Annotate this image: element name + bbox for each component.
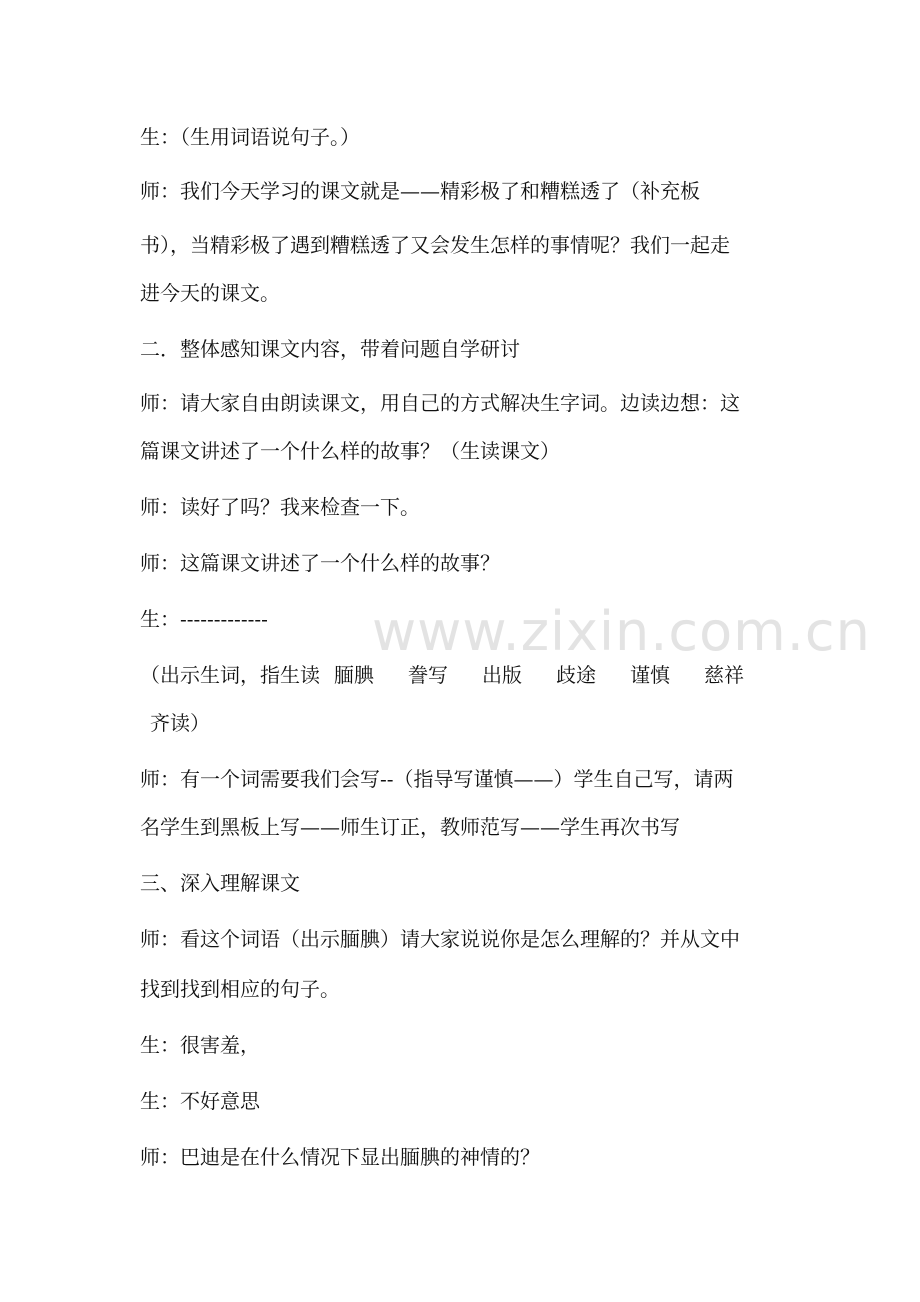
text-line: 齐读） [150, 711, 210, 735]
text-line: 生：很害羞， [140, 1033, 260, 1057]
text-line: 师：有一个词需要我们会写--（指导写谨慎——）学生自己写，请两 [140, 767, 734, 791]
word-item: 谨慎 [630, 663, 670, 687]
section-heading: 三、深入理解课文 [140, 871, 300, 895]
word-item: 誊写 [408, 663, 448, 687]
text-line: 师：看这个词语（出示腼腆）请大家说说你是怎么理解的？并从文中 [140, 927, 740, 951]
word-item: 出版 [482, 663, 522, 687]
word-item: 慈祥 [704, 663, 744, 687]
text-line: 生：不好意思 [140, 1089, 260, 1113]
text-line: 生：（生用词语说句子。） [140, 125, 360, 149]
text-line: 师：读好了吗？我来检查一下。 [140, 495, 420, 519]
word-list-line [140, 662, 744, 688]
word-item: 腼腆 [334, 663, 374, 687]
word-list-prefix: （出示生词，指生读 [140, 663, 320, 687]
text-line: 篇课文讲述了一个什么样的故事？（生读课文） [140, 439, 560, 463]
text-line: 名学生到黑板上写——师生订正，教师范写——学生再次书写 [140, 815, 680, 839]
text-line: 师：请大家自由朗读课文，用自己的方式解决生字词。边读边想：这 [140, 391, 740, 415]
text-line: 师：这篇课文讲述了一个什么样的故事？ [140, 551, 500, 575]
text-line: 师：我们今天学习的课文就是——精彩极了和糟糕透了（补充板 [140, 179, 700, 203]
word-item: 歧途 [556, 663, 596, 687]
text-line: 师：巴迪是在什么情况下显出腼腆的神情的？ [140, 1145, 540, 1169]
text-line: 找到找到相应的句子。 [140, 977, 340, 1001]
text-line: 生：------------- [140, 607, 268, 631]
section-heading: 二．整体感知课文内容，带着问题自学研讨 [140, 337, 520, 361]
watermark: www.zixin.com.cn [372, 600, 871, 663]
text-line: 书），当精彩极了遇到糟糕透了又会发生怎样的事情呢？我们一起走 [140, 233, 730, 257]
text-line: 进今天的课文。 [140, 281, 280, 305]
